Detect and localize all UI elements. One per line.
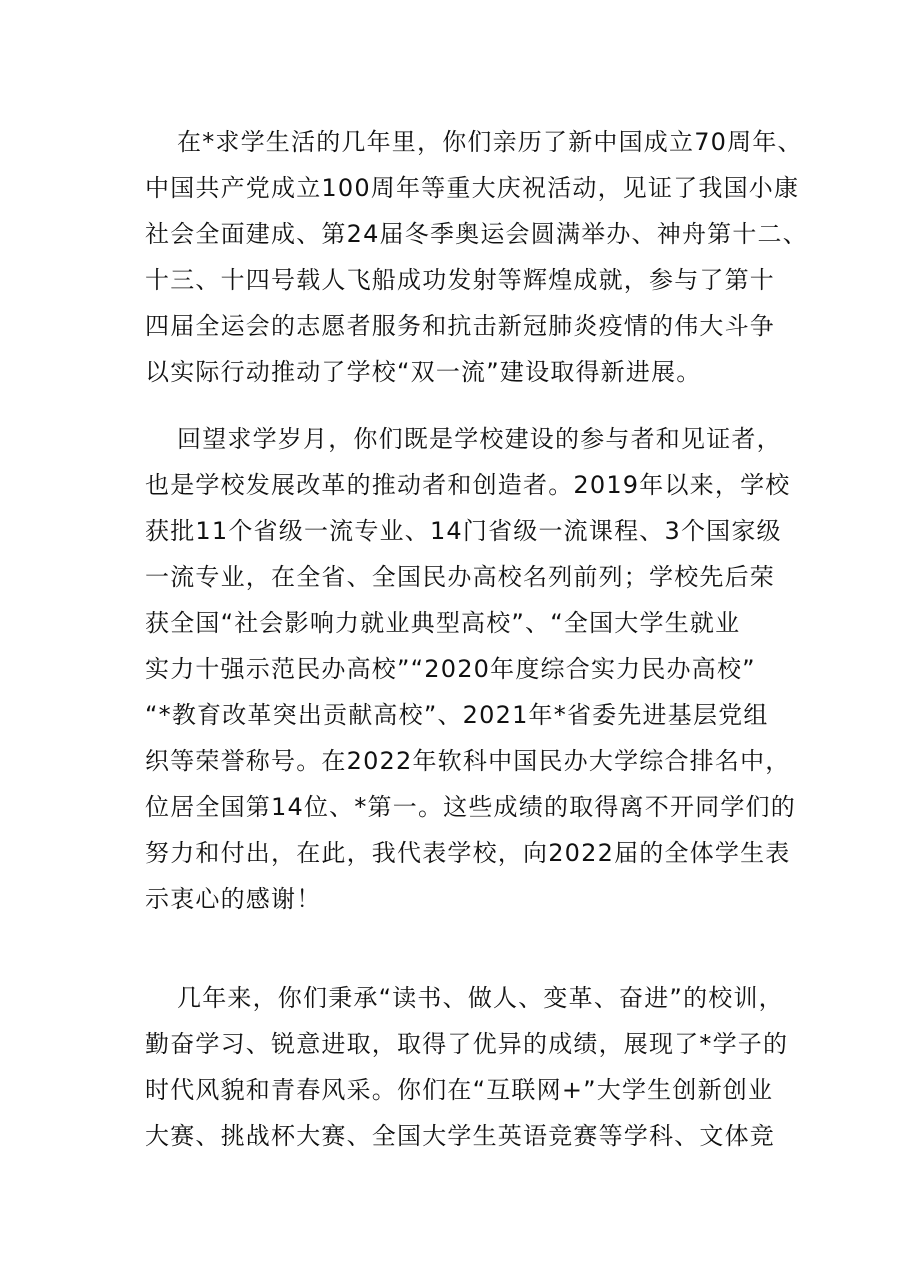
text-line: 大赛、挑战杯大赛、全国大学生英语竞赛等学科、文体竞 <box>145 1122 775 1150</box>
text-line: 实力十强示范民办高校”“2020年度综合实力民办高校” <box>145 655 756 683</box>
text-line: 几年来，你们秉承“读书、做人、变革、奋进”的校训， <box>177 984 784 1012</box>
paragraph-3 <box>145 975 795 1159</box>
text-line: 努力和付出，在此，我代表学校，向2022届的全体学生表 <box>145 839 791 867</box>
text-line: 社会全面建成、第24届冬季奥运会圆满举办、神舟第十二、 <box>145 220 808 248</box>
text-line: 也是学校发展改革的推动者和创造者。2019年以来，学校 <box>145 471 791 499</box>
text-line: 获全国“社会影响力就业典型高校”、“全国大学生就业 <box>145 609 741 637</box>
text-line: 以实际行动推动了学校“双一流”建设取得新进展。 <box>145 358 702 386</box>
text-line: 织等荣誉称号。在2022年软科中国民办大学综合排名中， <box>145 747 791 775</box>
text-line: 一流专业，在全省、全国民办高校名列前列；学校先后荣 <box>145 563 775 591</box>
paragraph-2 <box>145 416 795 922</box>
text-line: 四届全运会的志愿者服务和抗击新冠肺炎疫情的伟大斗争 <box>145 312 775 340</box>
text-line: 时代风貌和青春风采。你们在“互联网+”大学生创新创业 <box>145 1076 774 1104</box>
text-line: 回望求学岁月，你们既是学校建设的参与者和见证者， <box>177 425 782 453</box>
text-line: 示衷心的感谢！ <box>145 885 322 913</box>
text-line: 在*求学生活的几年里，你们亲历了新中国成立70周年、 <box>177 128 803 156</box>
text-line: 勤奋学习、锐意进取，取得了优异的成绩，展现了*学子的 <box>145 1030 789 1058</box>
text-line: 十三、十四号载人飞船成功发射等辉煌成就，参与了第十 <box>145 266 775 294</box>
text-line: 位居全国第14位、*第一。这些成绩的取得离不开同学们的 <box>145 793 796 821</box>
text-line: 获批11个省级一流专业、14门省级一流课程、3个国家级 <box>145 517 782 545</box>
text-line: 中国共产党成立100周年等重大庆祝活动，见证了我国小康 <box>145 174 800 202</box>
text-line: “*教育改革突出贡献高校”、2021年*省委先进基层党组 <box>145 701 769 729</box>
paragraph-1 <box>145 119 808 395</box>
